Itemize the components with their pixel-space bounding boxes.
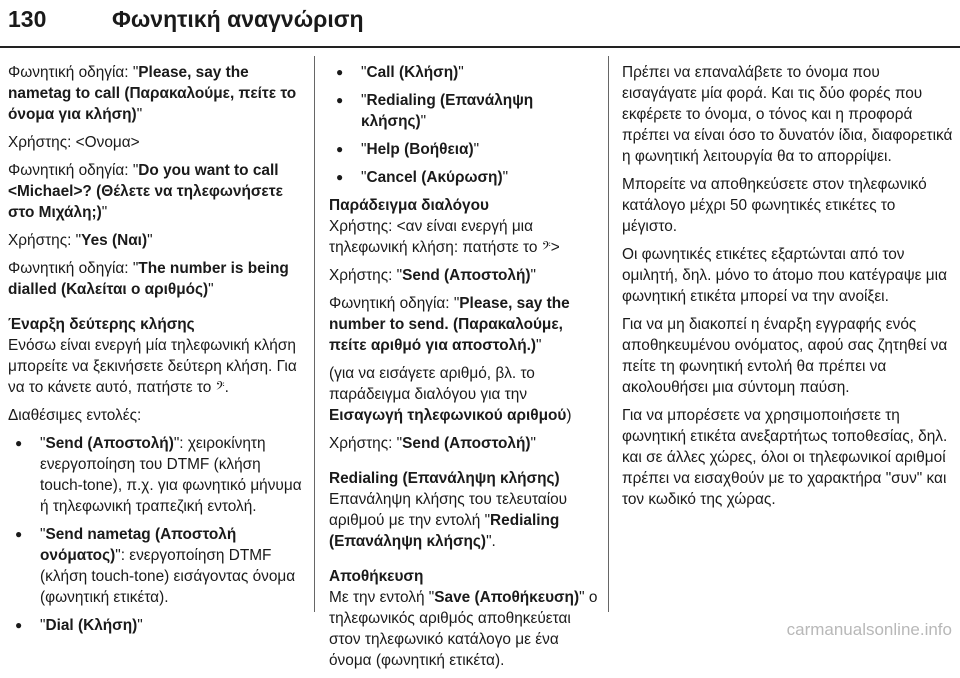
paragraph: Για να μη διακοπεί η έναρξη εγγραφής ενός αποθηκευμένου ονόματος, αφού σας ζητηθεί να πείτε τη φωνητική εντολή θα πρέπει να ακολουθήσει μια σύντομη παύση. xyxy=(622,316,948,396)
dialog-line: Χρήστης: "Send (Αποστολή)" xyxy=(329,435,536,452)
list-item: ● "Send nametag (Αποστολή ονόματος)": ενεργοποίηση DTMF (κλήση touch-tone) εισάγοντας όνομα (φωνητική ετικέτα). xyxy=(8,524,304,608)
voice-command-icon: 𝄢 xyxy=(215,379,225,395)
list-item: ● "Call (Κλήση)" xyxy=(329,62,601,83)
header-rule xyxy=(0,46,960,48)
dialog-line: Χρήστης: <Ονομα> xyxy=(8,134,140,151)
section-body: Ενόσω είναι ενεργή μία τηλεφωνική κλήση μπορείτε να ξεκινήσετε δεύτερη κλήση. Για να το κάνετε αυτό, πατήστε το 𝄢. xyxy=(8,337,297,396)
paragraph: Πρέπει να επαναλάβετε το όνομα που εισαγάγατε μία φορά. Και τις δύο φορές που εκφέρετε το όνομα, ο τόνος και η προφορά πρέπει να είναι όσο το δυνατόν ίδια, διαφορετικά η φωνητική λειτουργία θα το απορρίψει. xyxy=(622,64,953,165)
column-1 xyxy=(8,62,304,643)
list-item: ● "Send (Αποστολή)": χειροκίνητη ενεργοποίηση του DTMF (κλήση touch-tone), π.χ. για φωνητικό μήνυμα ή τηλεφωνική τραπεζική εντολή. xyxy=(8,433,304,517)
page-title: Φωνητική αναγνώριση xyxy=(112,6,364,32)
column-divider xyxy=(314,56,315,612)
list-item: ● "Help (Βοήθεια)" xyxy=(329,139,601,160)
paragraph: Για να μπορέσετε να χρησιμοποιήσετε τη φωνητική ετικέτα ανεξαρτήτως τοποθεσίας, δηλ. και σε άλλες χώρες, όλοι οι τηλεφωνικοί αριθμοί πρέπει να εισαχθούν με το χαρακτήρα "συν" και τον κωδικό της χώρας. xyxy=(622,407,948,508)
voice-command-icon: 𝄢 xyxy=(541,239,551,255)
section-body: Με την εντολή "Save (Αποθήκευση)" ο τηλεφωνικός αριθμός αποθηκεύεται στον τηλεφωνικό κατάλογο με ένα όνομα (φωνητική ετικέτα). xyxy=(329,589,598,669)
watermark: carmanualsonline.info xyxy=(786,620,952,639)
dialog-line: Χρήστης: "Yes (Ναι)" xyxy=(8,232,153,249)
section-heading: Έναρξη δεύτερης κλήσης xyxy=(8,316,195,333)
column-3 xyxy=(622,62,954,517)
section-heading: Redialing (Επανάληψη κλήσης) xyxy=(329,470,560,487)
page-header xyxy=(0,0,960,50)
section-body: Επανάληψη κλήσης του τελευταίου αριθμού με την εντολή "Redialing (Επανάληψη κλήσης)". xyxy=(329,491,568,550)
note: (για να εισάγετε αριθμό, βλ. το παράδειγμα διαλόγου για την Εισαγωγή τηλεφωνικού αριθμού) xyxy=(329,365,572,424)
column-2 xyxy=(329,62,601,678)
list-item: ● "Dial (Κλήση)" xyxy=(8,615,304,636)
page-number: 130 xyxy=(8,6,47,32)
dialog-line: Χρήστης: <αν είναι ενεργή μια τηλεφωνική κλήση: πατήστε το 𝄢> xyxy=(329,218,560,256)
section-heading: Αποθήκευση xyxy=(329,568,424,585)
commands-list xyxy=(329,62,601,188)
dialog-line: Φωνητική οδηγία: "Please, say the number to send. (Παρακαλούμε, πείτε αριθμό για αποστολή.)" xyxy=(329,295,570,354)
dialog-line: Χρήστης: "Send (Αποστολή)" xyxy=(329,267,536,284)
paragraph: Μπορείτε να αποθηκεύσετε στον τηλεφωνικό κατάλογο μέχρι 50 φωνητικές ετικέτες το μέγιστο. xyxy=(622,176,927,235)
column-divider xyxy=(608,56,609,612)
list-item: ● "Cancel (Ακύρωση)" xyxy=(329,167,601,188)
commands-list xyxy=(8,433,304,636)
commands-label: Διαθέσιμες εντολές: xyxy=(8,407,142,424)
dialog-line: Φωνητική οδηγία: "Do you want to call <Michael>? (Θέλετε να τηλεφωνήσετε στο Μιχάλη;)" xyxy=(8,162,283,221)
dialog-line: Φωνητική οδηγία: "The number is being dialled (Καλείται ο αριθμός)" xyxy=(8,260,289,298)
section-heading: Παράδειγμα διαλόγου xyxy=(329,197,489,214)
paragraph: Οι φωνητικές ετικέτες εξαρτώνται από τον ομιλητή, δηλ. μόνο το άτομο που κατέγραψε μια φωνητική ετικέτα μπορεί να την ανοίξει. xyxy=(622,246,947,305)
dialog-line: Φωνητική οδηγία: "Please, say the nametag to call (Παρακαλούμε, πείτε το όνομα για κλήση)" xyxy=(8,64,297,123)
list-item: ● "Redialing (Επανάληψη κλήσης)" xyxy=(329,90,601,132)
